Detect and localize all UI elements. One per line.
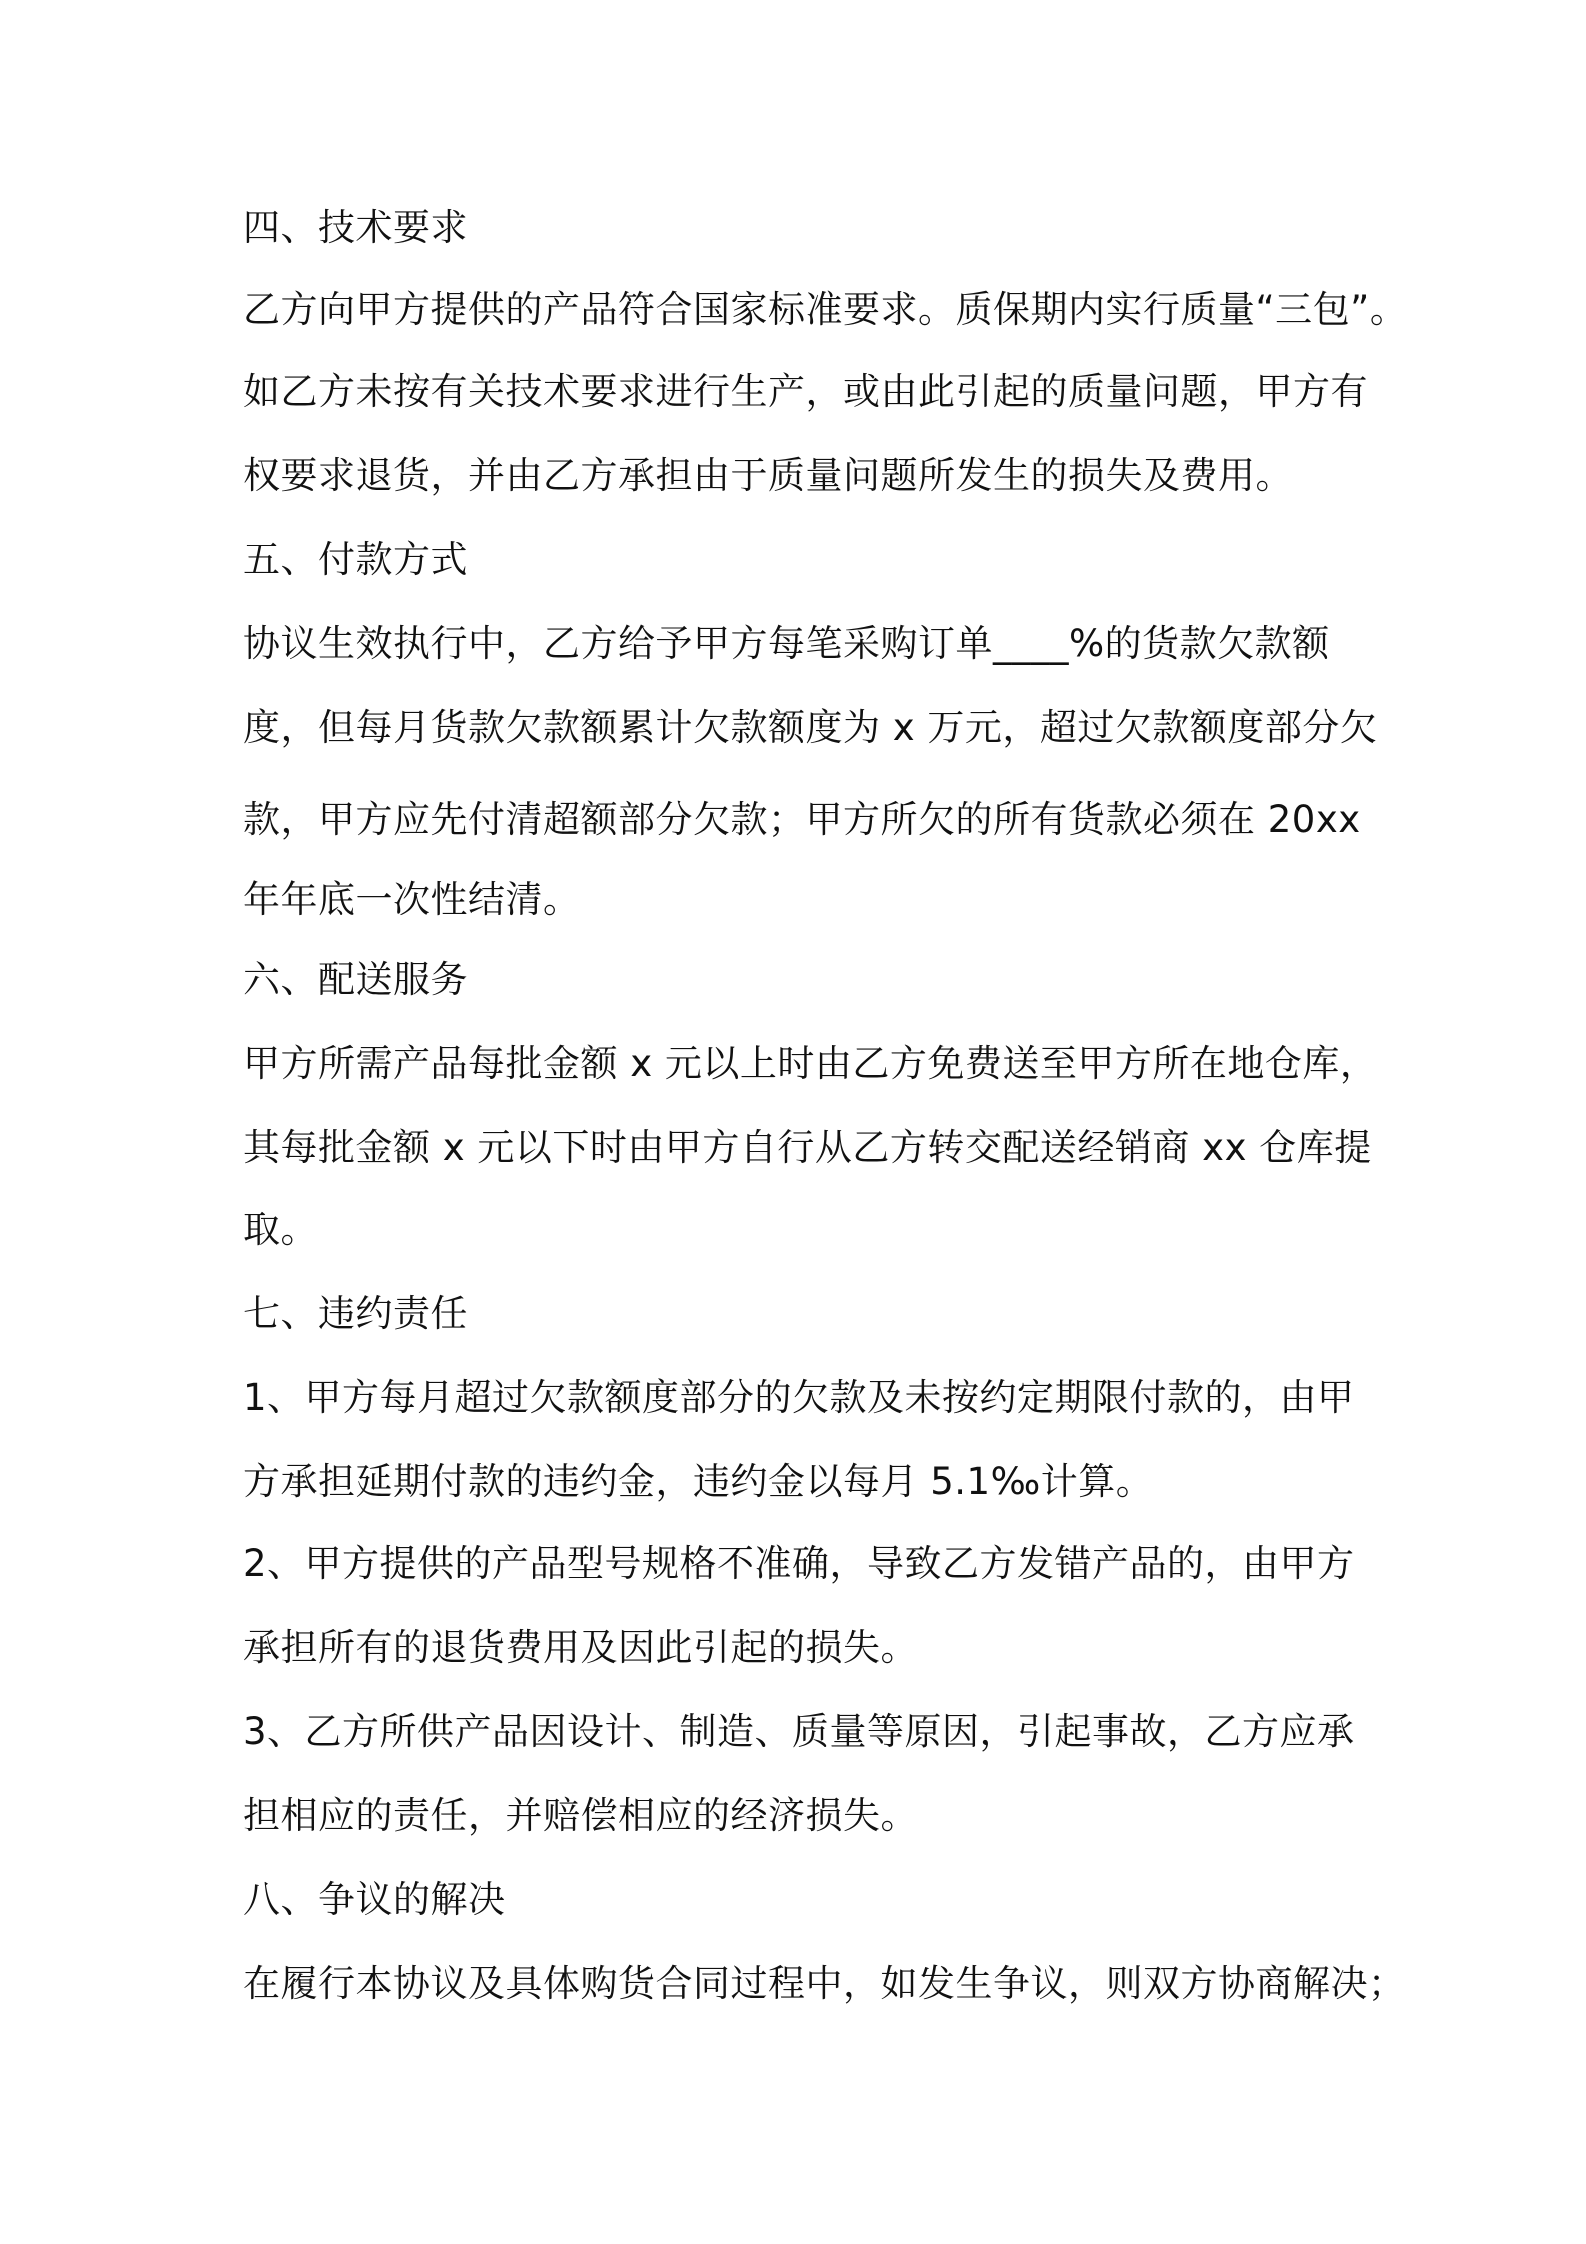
paragraph-line: 方承担延期付款的违约金，违约金以每月 5.1‰计算。 xyxy=(243,1460,1154,1503)
paragraph-line: 其每批金额 x 元以下时由甲方自行从乙方转交配送经销商 xx 仓库提 xyxy=(243,1126,1372,1169)
paragraph-line: 款，甲方应先付清超额部分欠款；甲方所欠的所有货款必须在 20xx xyxy=(243,798,1361,841)
section-heading-dispute-resolution: 八、争议的解决 xyxy=(243,1878,506,1921)
paragraph-line: 承担所有的退货费用及因此引起的损失。 xyxy=(243,1626,918,1669)
paragraph-line: 2、甲方提供的产品型号规格不准确，导致乙方发错产品的，由甲方 xyxy=(243,1542,1355,1585)
paragraph-line: 如乙方未按有关技术要求进行生产，或由此引起的质量问题，甲方有 xyxy=(243,370,1368,413)
section-heading-breach-liability: 七、违约责任 xyxy=(243,1292,468,1335)
section-heading-technical-requirements: 四、技术要求 xyxy=(243,206,468,249)
paragraph-line: 取。 xyxy=(243,1208,318,1251)
paragraph-line: 3、乙方所供产品因设计、制造、质量等原因，引起事故，乙方应承 xyxy=(243,1710,1355,1753)
paragraph-line: 甲方所需产品每批金额 x 元以上时由乙方免费送至甲方所在地仓库， xyxy=(243,1042,1378,1085)
section-heading-delivery-service: 六、配送服务 xyxy=(243,958,468,1001)
paragraph-line: 乙方向甲方提供的产品符合国家标准要求。质保期内实行质量“三包”。 xyxy=(243,288,1408,331)
paragraph-line: 担相应的责任，并赔偿相应的经济损失。 xyxy=(243,1794,918,1837)
paragraph-line: 协议生效执行中，乙方给予甲方每笔采购订单____%的货款欠款额 xyxy=(243,622,1330,665)
section-heading-payment-method: 五、付款方式 xyxy=(243,538,468,581)
paragraph-line: 度，但每月货款欠款额累计欠款额度为 x 万元，超过欠款额度部分欠 xyxy=(243,706,1378,749)
paragraph-line: 1、甲方每月超过欠款额度部分的欠款及未按约定期限付款的，由甲 xyxy=(243,1376,1355,1419)
paragraph-line: 权要求退货，并由乙方承担由于质量问题所发生的损失及费用。 xyxy=(243,454,1293,497)
paragraph-line: 年年底一次性结清。 xyxy=(243,878,581,921)
paragraph-line: 在履行本协议及具体购货合同过程中，如发生争议，则双方协商解决； xyxy=(243,1962,1406,2005)
